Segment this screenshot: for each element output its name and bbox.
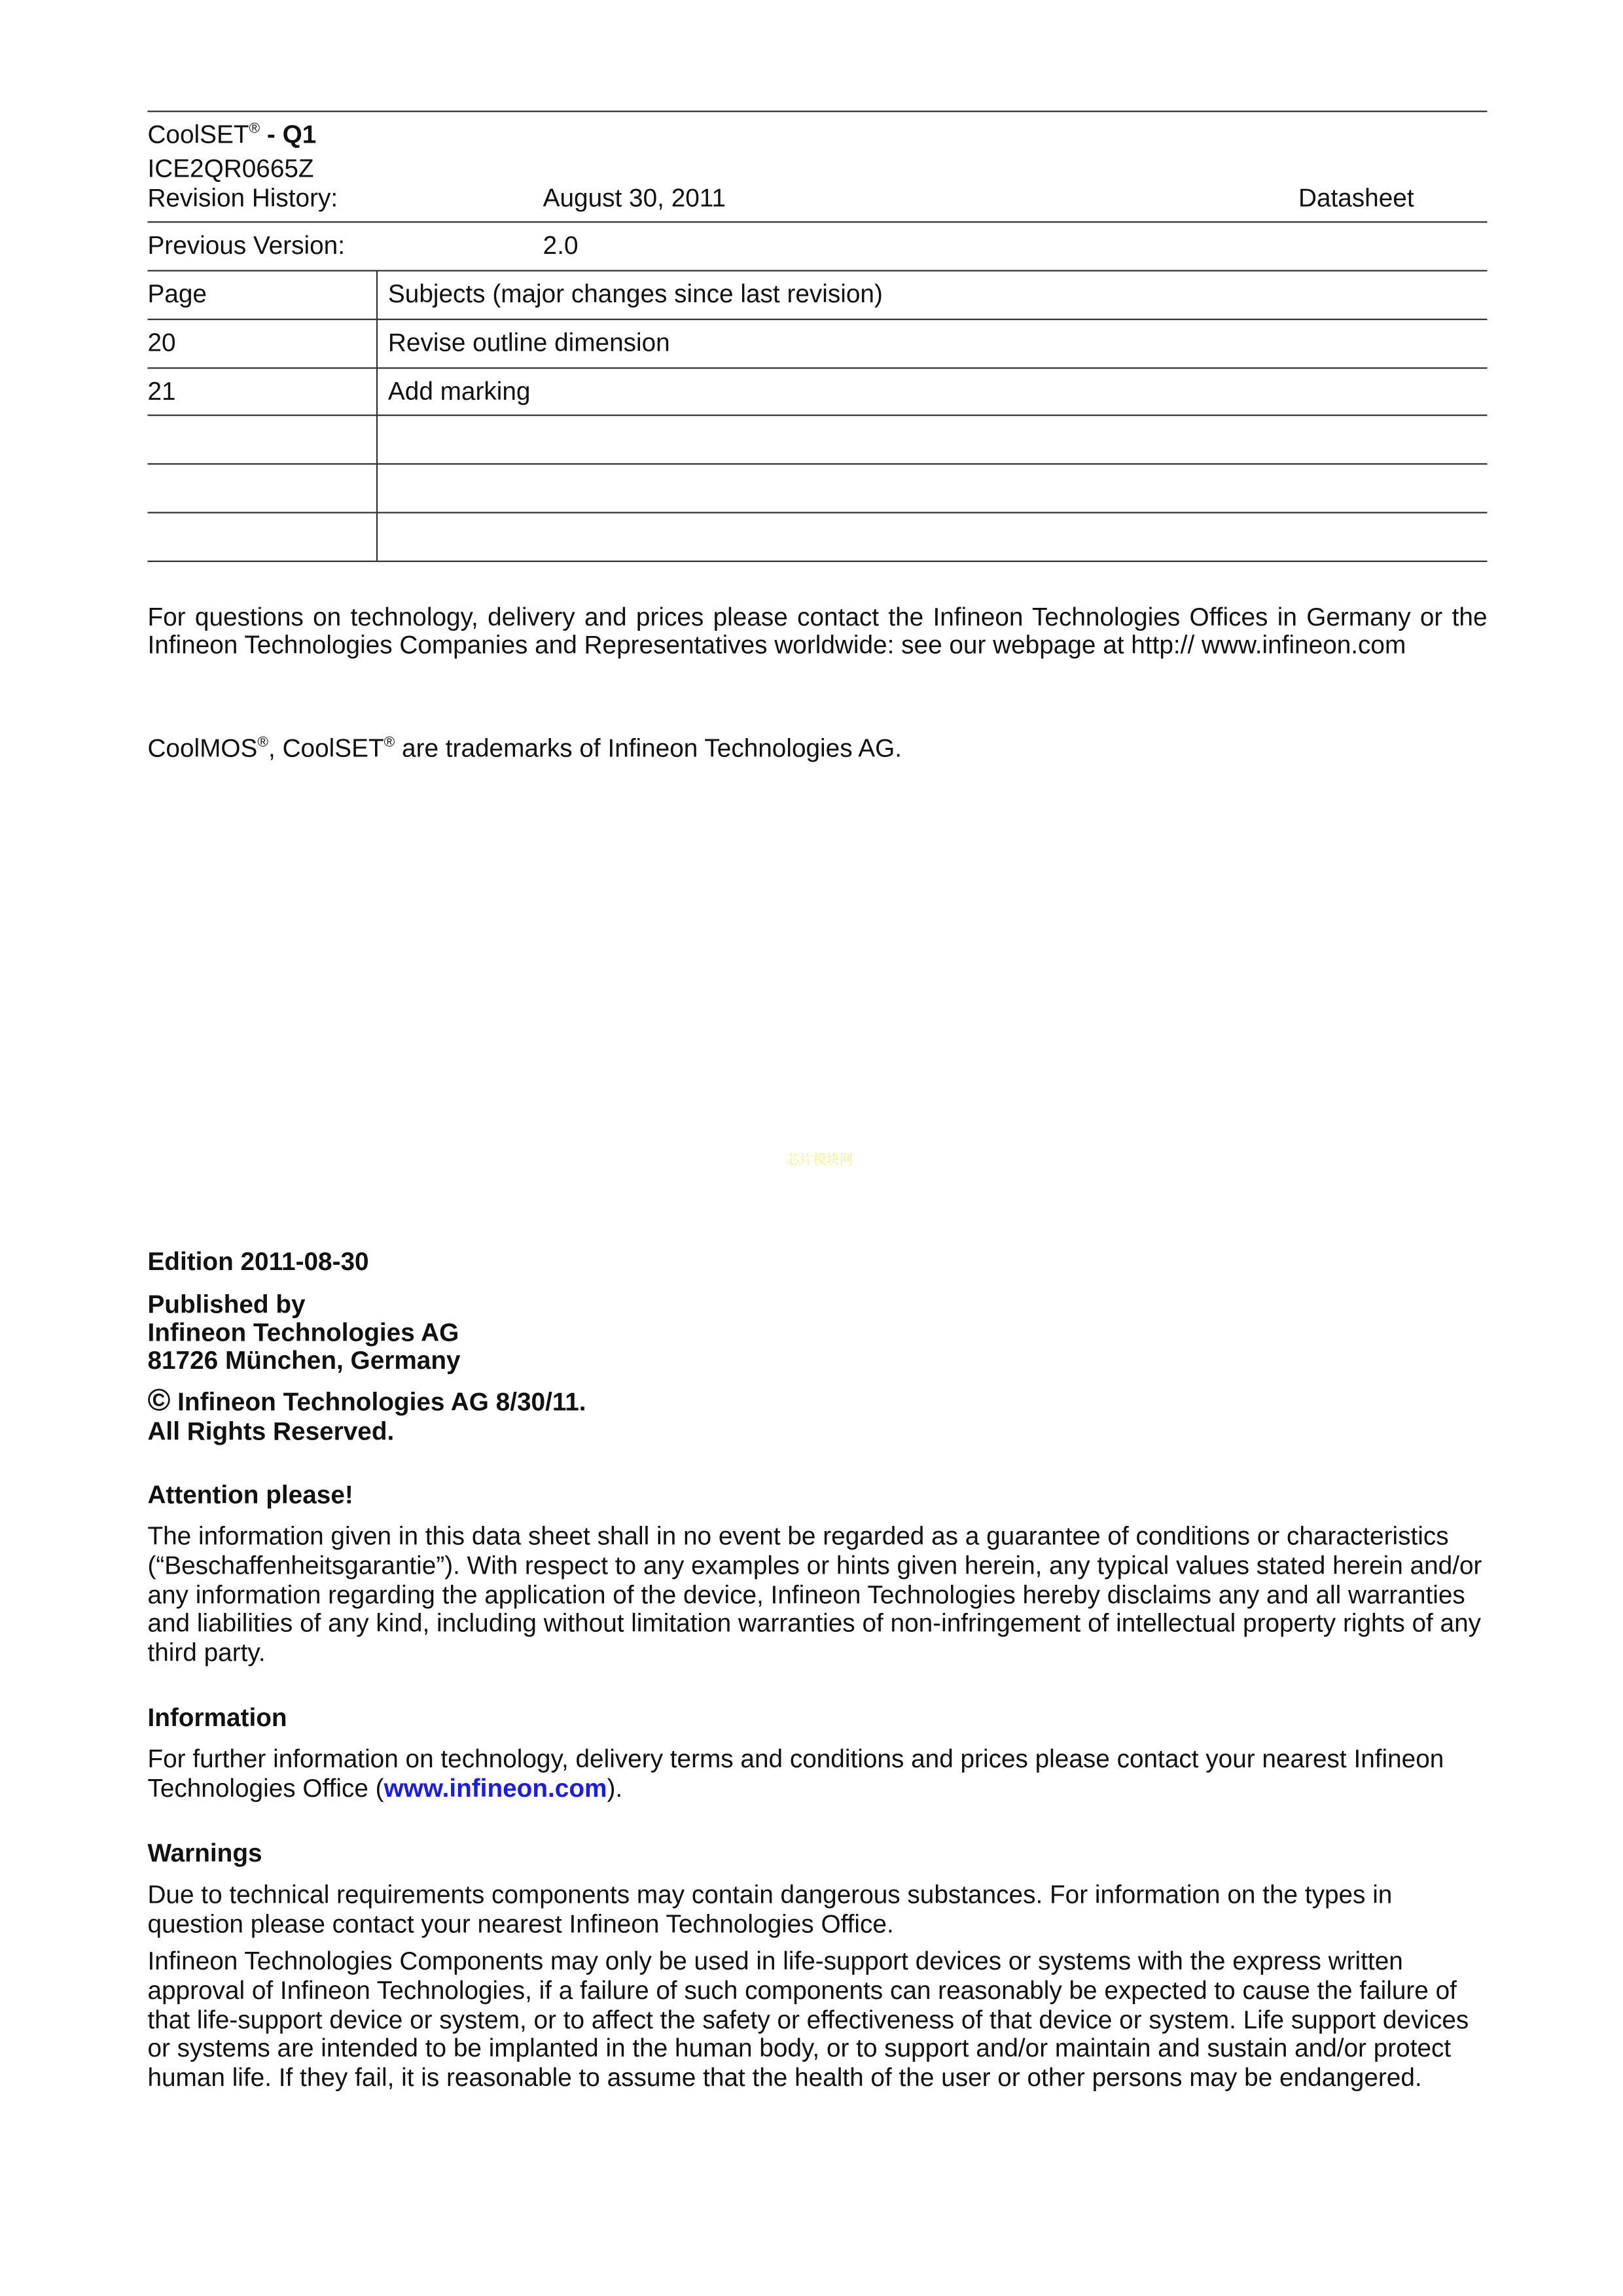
- contact-paragraph: For questions on technology, delivery and prices please contact the Infineon Technologies Offices in Germany or the Infineon Technologies Companies and Representatives worldwide: see our webpage at http:// www.infineon.com: [147, 601, 1488, 659]
- product-series: - Q1: [266, 119, 317, 149]
- table-line: [147, 463, 1487, 465]
- registered-mark: ®: [383, 734, 395, 751]
- watermark: 芯片模块网: [786, 1154, 853, 1169]
- divider: [147, 111, 1487, 112]
- warnings-paragraph-1: Due to technical requirements components may contain dangerous substances. For information on the types in question please contact your nearest Infineon Technologies Office.: [147, 1879, 1393, 1938]
- attention-heading: Attention please!: [147, 1479, 353, 1510]
- all-rights-reserved: All Rights Reserved.: [147, 1416, 395, 1446]
- warnings-paragraph-2: Infineon Technologies Components may only be used in life-support devices or systems with the express written approval of Infineon Technologies, if a failure of such components can reasonably be expected to cause the failure of that life-support device or system, or to affect the safety or effectiveness of that device or system. Life support devices or systems are intended to be implanted in the human body, or to support and/or maintain and sustain and/or protect human life. If they fail, it is reasonable to assume that the health of the user or other persons may be endangered.: [147, 1945, 1469, 2093]
- part-number: ICE2QR0665Z: [147, 153, 314, 183]
- table-line: [147, 415, 1487, 416]
- previous-version-value: 2.0: [543, 230, 579, 260]
- copyright-icon: ©: [147, 1383, 171, 1418]
- attention-paragraph: The information given in this data sheet shall in no event be regarded as a guarantee of conditions or characteristics (“Beschaffenheitsgarantie”). With respect to any examples or hints given herein, any typical values stated herein and/or any information regarding the application of the device, Infineon Technologies hereby disclaims any and all warranties and liabilities of any kind, including without limitation warranties of non-infringement of intellectual property rights of any third party.: [147, 1521, 1482, 1668]
- information-heading: Information: [147, 1702, 287, 1732]
- table-line: [147, 319, 1487, 320]
- revision-label: Revision History:: [147, 183, 338, 213]
- registered-mark: ®: [249, 120, 260, 137]
- infineon-link[interactable]: www.infineon.com: [383, 1773, 607, 1803]
- table-cell-subject: Revise outline dimension: [387, 327, 670, 357]
- warnings-heading: Warnings: [147, 1838, 262, 1868]
- revision-date: August 30, 2011: [543, 183, 726, 213]
- table-cell-page: 21: [147, 376, 176, 406]
- information-paragraph: [147, 1745, 1461, 1803]
- published-by: Published by: [147, 1289, 306, 1319]
- product-name: CoolSET: [147, 119, 249, 149]
- table-header-page: Page: [147, 279, 207, 309]
- publisher-name: Infineon Technologies AG: [147, 1317, 459, 1347]
- copyright: [147, 1383, 586, 1418]
- divider: [147, 221, 1487, 222]
- product-title: [147, 120, 316, 149]
- table-header-subjects: Subjects (major changes since last revision): [387, 279, 883, 309]
- doc-type: Datasheet: [1298, 183, 1414, 213]
- trademark-notice: [147, 733, 902, 762]
- table-line: [147, 270, 1487, 272]
- trademark-coolmos: CoolMOS: [147, 733, 258, 763]
- table-cell-page: 20: [147, 327, 176, 357]
- edition: Edition 2011-08-30: [147, 1246, 369, 1277]
- previous-version-label: Previous Version:: [147, 230, 345, 260]
- table-line: [147, 512, 1487, 513]
- table-cell-subject: Add marking: [387, 376, 531, 406]
- information-text-end: ).: [607, 1773, 623, 1803]
- registered-mark: ®: [257, 734, 269, 751]
- table-line: [147, 367, 1487, 368]
- publisher-address: 81726 München, Germany: [147, 1345, 461, 1375]
- trademark-text: are trademarks of Infineon Technologies AG.: [395, 733, 902, 763]
- trademark-coolset: , CoolSET: [268, 733, 384, 763]
- table-line: [147, 561, 1487, 562]
- information-text: For further information on technology, delivery terms and conditions and prices please contact your nearest Infineon Technologies Office (: [147, 1743, 1444, 1803]
- copyright-text: Infineon Technologies AG 8/30/11.: [177, 1386, 586, 1417]
- table-column-divider: [376, 270, 378, 561]
